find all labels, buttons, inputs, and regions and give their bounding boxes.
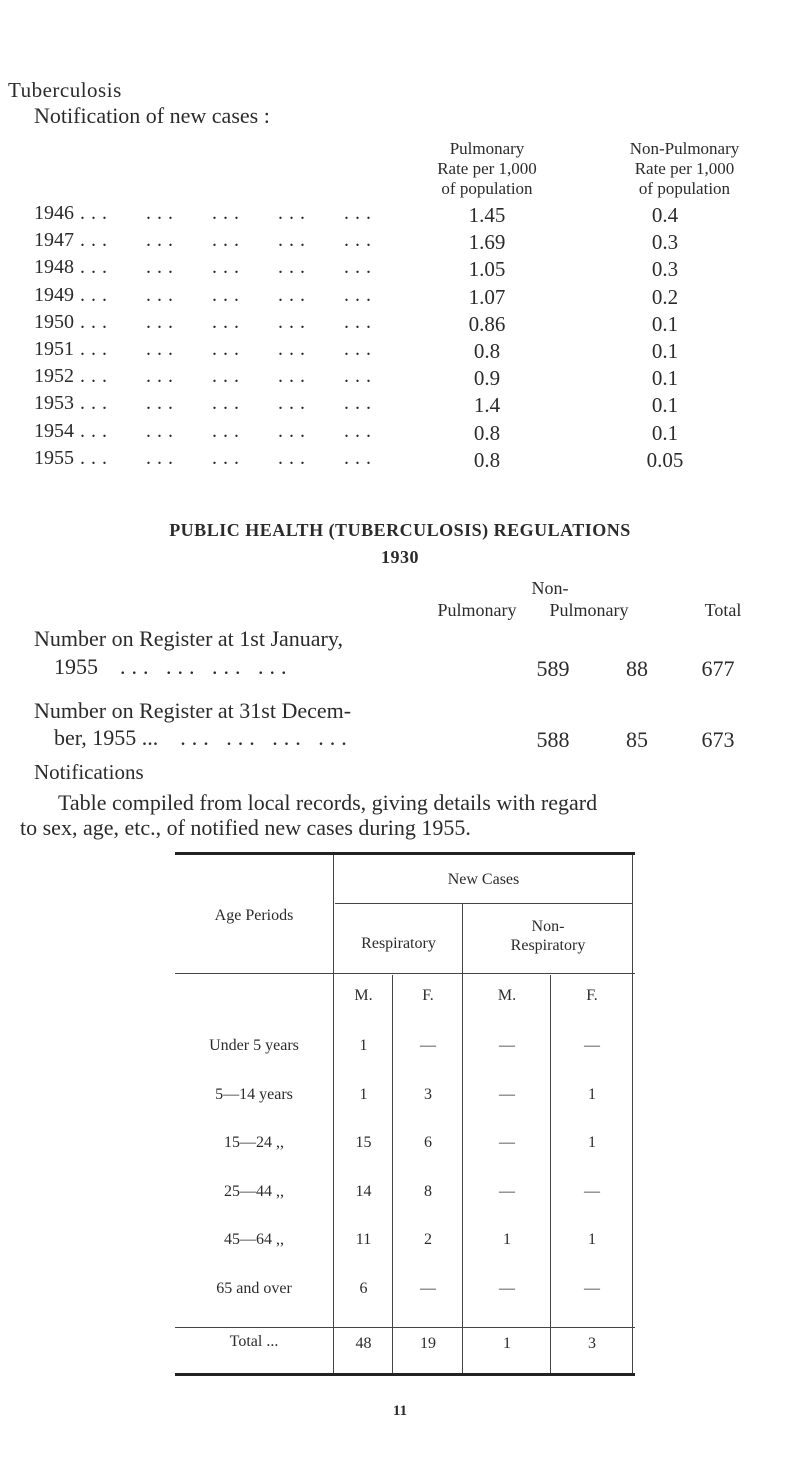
reg-col-non-pulmonary: Pulmonary <box>549 600 629 620</box>
nonresp-male: — <box>499 1182 515 1200</box>
new-cases-header: New Cases <box>447 871 520 888</box>
non-pulmonary-rate: 0.4 <box>651 203 679 227</box>
non-pulmonary-rate: 0.3 <box>651 257 679 282</box>
nonresp-male: — <box>499 1279 515 1297</box>
nonresp-female: 1 <box>588 1085 596 1103</box>
non-pulmonary-rate: 0.1 <box>651 420 679 445</box>
age-period: 65 and over <box>216 1279 292 1297</box>
age-period: Under 5 years <box>209 1037 299 1054</box>
resp-female-header: F. <box>422 987 434 1004</box>
section-heading: Tuberculosis <box>8 78 122 102</box>
nonresp-female: 1 <box>588 1231 596 1248</box>
pulmonary-rate-header: Pulmonary Rate per 1,000 of population <box>437 139 537 198</box>
resp-male: 1 <box>359 1085 368 1103</box>
total-nonresp-male: 1 <box>503 1335 511 1352</box>
reg-col-pulmonary: Pulmonary <box>437 600 517 620</box>
rate-year: 1948 ... ... ... ... ... <box>34 256 377 279</box>
notifications-para-line1: Table compiled from local records, giving details with regard <box>58 790 598 815</box>
resp-female: 3 <box>424 1085 432 1103</box>
total-resp-female: 19 <box>420 1335 436 1352</box>
reg-row2-pulmonary: 588 <box>536 727 570 752</box>
age-period: 5—14 years <box>215 1085 293 1103</box>
rate-year: 1949 ... ... ... ... ... <box>34 283 377 306</box>
nonresp-male: — <box>499 1134 515 1151</box>
rate-year: 1946 ... ... ... ... ... <box>34 202 377 224</box>
age-period: 25—44 ,, <box>224 1182 284 1200</box>
notifications-table <box>175 852 635 1376</box>
resp-male: 11 <box>355 1231 372 1248</box>
non-pulmonary-rate: 0.1 <box>651 311 679 336</box>
nonresp-female: — <box>584 1037 600 1054</box>
pulmonary-rate: 1.4 <box>473 393 501 418</box>
pulmonary-rate: 0.8 <box>473 339 501 363</box>
non-respiratory-header: Non- Respiratory <box>510 918 586 954</box>
pulmonary-rate: 1.07 <box>468 284 506 309</box>
rate-year: 1953 ... ... ... ... ... <box>34 392 377 415</box>
nonresp-male-header: M. <box>497 987 517 1004</box>
reg-row1-total: 677 <box>701 656 735 681</box>
reg-col-non-label: Non- <box>531 578 569 598</box>
regulations-year: 1930 <box>381 547 419 567</box>
nonresp-female: — <box>584 1182 600 1200</box>
reg-row1-non-pulmonary: 88 <box>626 656 648 681</box>
rate-year: 1955 ... ... ... ... ... <box>34 446 377 469</box>
age-period: 15—24 ,, <box>224 1134 284 1151</box>
reg-row2-date: ber, 1955 ... ... ... ... ... <box>54 725 353 750</box>
reg-row2-total: 673 <box>701 727 735 752</box>
rate-year: 1954 ... ... ... ... ... <box>34 419 377 442</box>
nonresp-female: — <box>584 1279 600 1297</box>
reg-col-total: Total <box>704 600 742 620</box>
resp-female: — <box>420 1279 436 1297</box>
resp-male: 15 <box>355 1134 372 1151</box>
regulations-title: PUBLIC HEALTH (TUBERCULOSIS) REGULATIONS <box>169 520 631 540</box>
pulmonary-rate: 0.9 <box>473 366 501 391</box>
age-periods-header: Age Periods <box>214 907 294 924</box>
pulmonary-rate: 1.69 <box>468 230 506 255</box>
reg-row2-non-pulmonary: 85 <box>626 727 648 752</box>
rate-year: 1947 ... ... ... ... ... <box>34 229 377 252</box>
notifications-title: Notifications <box>34 760 144 784</box>
non-pulmonary-rate: 0.1 <box>651 393 679 418</box>
resp-male-header: M. <box>354 987 373 1004</box>
reg-row1-year: 1955 ... ... ... ... <box>54 654 293 679</box>
non-pulmonary-rate: 0.3 <box>651 230 679 255</box>
rate-year: 1952 ... ... ... ... ... <box>34 365 377 388</box>
non-pulmonary-rate: 0.1 <box>651 366 679 391</box>
total-label: Total ... <box>229 1333 279 1350</box>
pulmonary-rate: 0.8 <box>473 447 501 472</box>
non-pulmonary-rate: 0.2 <box>651 284 679 309</box>
nonresp-female-header: F. <box>586 987 598 1004</box>
total-resp-male: 48 <box>355 1335 372 1352</box>
nonresp-male: — <box>499 1085 515 1103</box>
nonresp-male: — <box>499 1037 515 1054</box>
respiratory-header: Respiratory <box>361 935 436 952</box>
reg-row1-label: Number on Register at 1st January, <box>34 626 343 651</box>
section-subheading: Notification of new cases : <box>34 103 270 128</box>
total-nonresp-female: 3 <box>588 1335 596 1352</box>
rate-year: 1950 ... ... ... ... ... <box>34 310 377 333</box>
page-number: 11 <box>392 1403 408 1419</box>
age-period: 45—64 ,, <box>224 1231 284 1248</box>
pulmonary-rate: 1.45 <box>468 203 506 227</box>
non-pulmonary-rate: 0.05 <box>646 447 684 472</box>
non-pulmonary-rate: 0.1 <box>651 339 679 363</box>
pulmonary-rate: 1.05 <box>468 257 506 282</box>
resp-male: 6 <box>359 1279 368 1297</box>
reg-row1-pulmonary: 589 <box>536 656 570 681</box>
non-pulmonary-rate-header: Non-Pulmonary Rate per 1,000 of population <box>629 139 740 198</box>
notifications-para-line2: to sex, age, etc., of notified new cases during 1955. <box>20 815 471 840</box>
pulmonary-rate: 0.8 <box>473 420 501 445</box>
rate-year: 1951 ... ... ... ... ... <box>34 338 377 360</box>
reg-row2-label: Number on Register at 31st Decem- <box>34 698 352 723</box>
nonresp-female: 1 <box>588 1134 596 1151</box>
resp-female: 6 <box>424 1134 432 1151</box>
resp-female: 8 <box>424 1182 432 1200</box>
resp-female: — <box>420 1037 436 1054</box>
nonresp-male: 1 <box>503 1231 511 1248</box>
resp-male: 14 <box>355 1182 372 1200</box>
resp-male: 1 <box>359 1037 368 1054</box>
pulmonary-rate: 0.86 <box>468 311 506 336</box>
resp-female: 2 <box>424 1231 432 1248</box>
